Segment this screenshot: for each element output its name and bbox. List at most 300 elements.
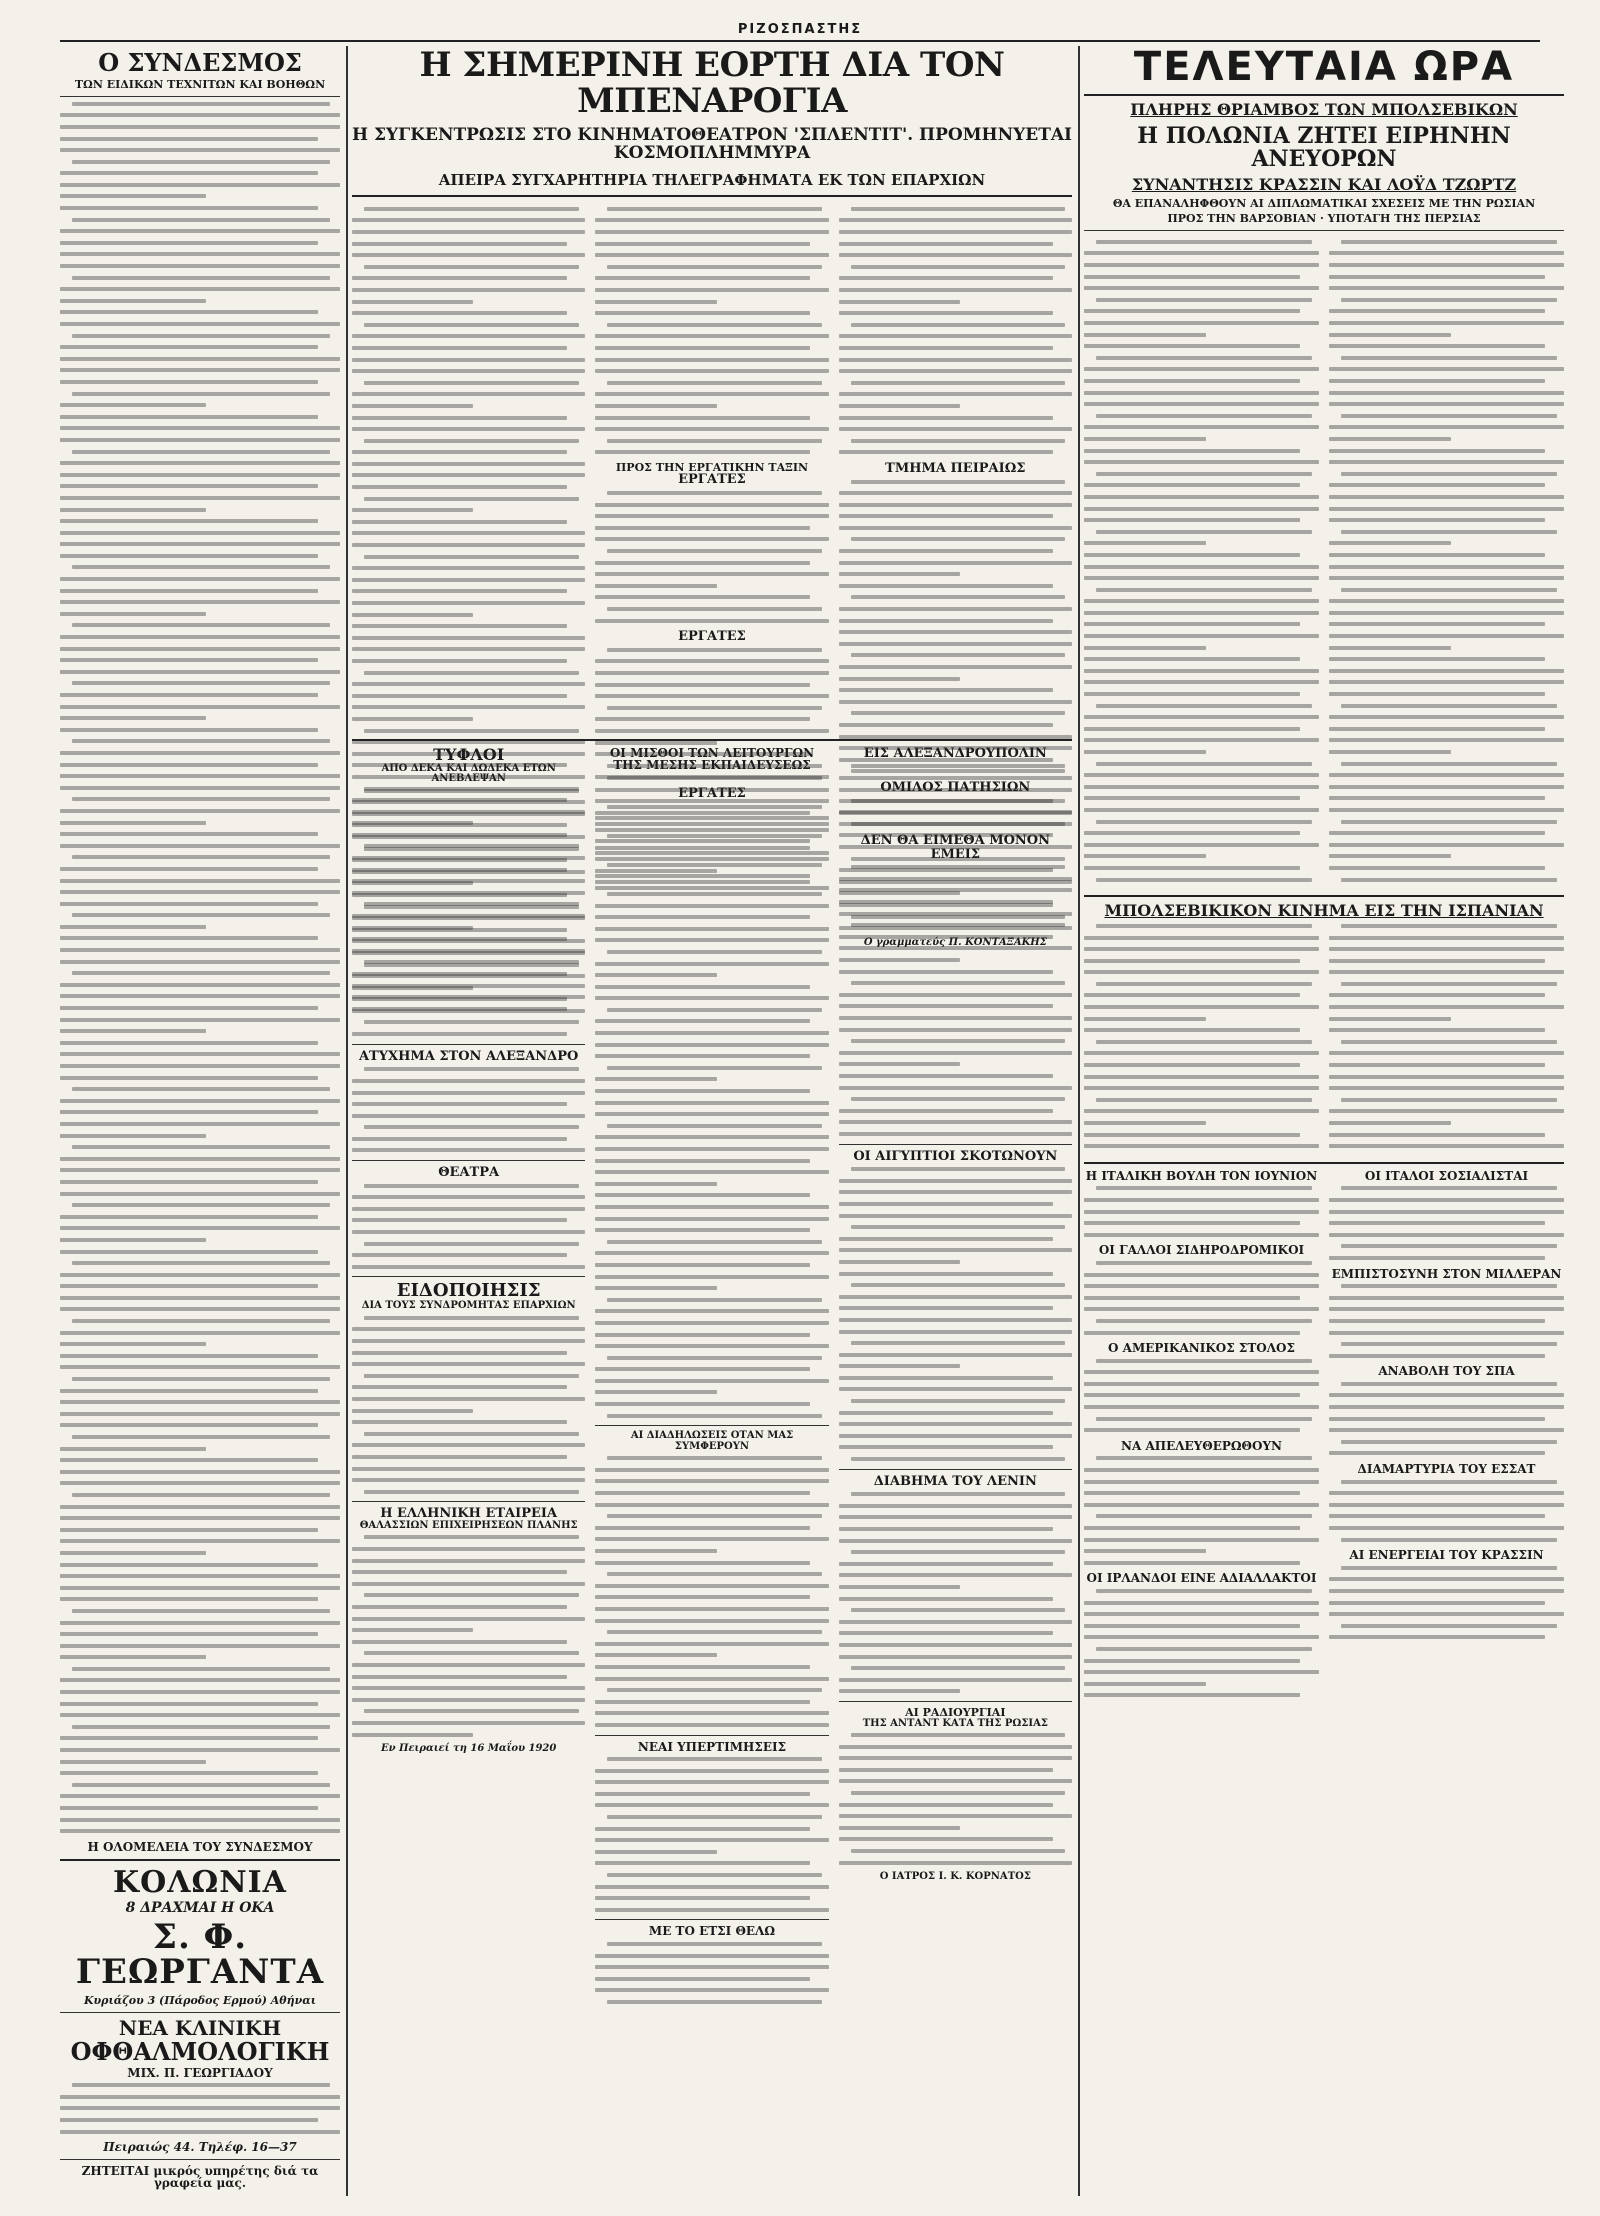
text-line	[1084, 808, 1319, 812]
right-main-b	[1329, 240, 1564, 882]
text-line	[1084, 1331, 1300, 1335]
text-line	[595, 514, 828, 518]
text-line	[839, 619, 1054, 623]
text-line	[72, 971, 330, 975]
text-line	[595, 1619, 828, 1623]
text-line	[595, 717, 810, 721]
text-line	[839, 1318, 1072, 1322]
text-line	[60, 890, 340, 894]
text-line	[1084, 1624, 1300, 1628]
text-line	[595, 253, 828, 257]
text-line	[595, 1077, 716, 1081]
text-line	[1084, 738, 1319, 742]
text-line	[839, 1004, 1054, 1008]
text-line	[1084, 692, 1300, 696]
text-line	[839, 607, 1072, 611]
text-line	[839, 970, 1054, 974]
text-line	[595, 584, 716, 588]
text-line	[72, 1435, 330, 1439]
text-line	[1084, 1075, 1319, 1079]
text-line	[1329, 507, 1564, 511]
overtime-body	[595, 1757, 828, 1912]
text-line	[1084, 1393, 1300, 1397]
text-line	[839, 1132, 1072, 1136]
text-line	[839, 514, 1054, 518]
text-line	[352, 951, 585, 955]
text-line	[1329, 541, 1451, 545]
text-line	[1084, 437, 1206, 441]
text-line	[352, 858, 567, 862]
text-line	[595, 1561, 810, 1565]
text-line	[839, 253, 1072, 257]
text-line	[1329, 1319, 1545, 1323]
text-line	[72, 565, 330, 569]
text-line	[1084, 1635, 1319, 1639]
text-line	[1084, 1693, 1300, 1697]
left-subtitle: ΤΩΝ ΕΙΔΙΚΩΝ ΤΕΧΝΙΤΩΝ ΚΑΙ ΒΟΗΘΩΝ	[74, 78, 326, 92]
text-line	[1084, 657, 1300, 661]
right-main-a	[1084, 240, 1319, 882]
text-line	[1084, 936, 1319, 940]
text-line	[364, 323, 579, 327]
text-line	[352, 1455, 567, 1459]
text-line	[1329, 1589, 1564, 1593]
text-line	[595, 1309, 828, 1313]
text-line	[839, 1861, 1072, 1865]
text-line	[60, 1134, 206, 1138]
text-line	[1329, 1601, 1545, 1605]
teachers-sub: ΤΗΣ ΜΕΣΗΣ ΕΚΠΑΙΔΕΥΣΕΩΣ	[613, 758, 811, 773]
text-line	[364, 671, 579, 675]
text-line	[60, 287, 340, 291]
text-line	[595, 1089, 810, 1093]
spa-postponed: ΑΝΑΒΟΛΗ ΤΟΥ ΣΠΑ	[1378, 1364, 1515, 1379]
text-line	[1329, 321, 1564, 325]
text-line	[364, 1709, 579, 1713]
alex-title: ΕΙΣ ΑΛΕΞΑΝΔΡΟΥΠΟΛΙΝ	[863, 745, 1047, 761]
text-line	[595, 1344, 828, 1348]
text-line	[1329, 773, 1564, 777]
text-line	[839, 888, 1072, 892]
text-line	[1084, 1121, 1206, 1125]
text-line	[352, 242, 567, 246]
text-line	[60, 171, 318, 175]
text-line	[607, 607, 822, 611]
text-line	[60, 1818, 340, 1822]
ad-clinic-doctor: ΜΙΧ. Π. ΓΕΩΡΓΙΑΔΟΥ	[127, 2065, 273, 2080]
text-line	[839, 526, 1072, 530]
text-line	[60, 1690, 340, 1694]
text-line	[1084, 1109, 1319, 1113]
text-line	[364, 1184, 579, 1188]
text-line	[72, 1783, 330, 1787]
text-line	[595, 816, 828, 820]
text-line	[839, 1826, 960, 1830]
text-line	[1084, 1370, 1319, 1374]
text-line	[851, 711, 1066, 715]
text-line	[352, 311, 567, 315]
text-line	[595, 1861, 810, 1865]
text-line	[851, 981, 1066, 985]
accident-body	[352, 1067, 585, 1152]
text-line	[1329, 796, 1545, 800]
text-line	[1084, 1468, 1319, 1472]
text-line	[352, 392, 585, 396]
text-line	[1084, 367, 1319, 371]
text-line	[1084, 1670, 1319, 1674]
text-line	[851, 653, 1066, 657]
text-line	[851, 265, 1066, 269]
negotiations-body	[595, 1456, 828, 1727]
notice-body	[352, 1316, 585, 1494]
hellenic-title: Η ΕΛΛΗΝΙΚΗ ΕΤΑΙΡΕΙΑ	[380, 1506, 558, 1522]
text-line	[1329, 553, 1545, 557]
text-line	[595, 1479, 828, 1483]
text-line	[839, 392, 1072, 396]
text-line	[72, 1609, 330, 1613]
text-line	[60, 1029, 206, 1033]
workers-heading-3: ΕΡΓΑΤΕΣ	[678, 785, 746, 801]
text-line	[595, 1549, 716, 1553]
text-line	[1096, 762, 1312, 766]
text-line	[1084, 831, 1300, 835]
text-line	[1096, 1261, 1312, 1265]
text-line	[607, 706, 822, 710]
text-line	[60, 1192, 340, 1196]
text-line	[60, 1226, 340, 1230]
text-line	[595, 1595, 810, 1599]
text-line	[839, 369, 1072, 373]
text-line	[1084, 275, 1300, 279]
text-line	[1341, 1098, 1557, 1102]
text-line	[1084, 449, 1300, 453]
text-line	[839, 1179, 1072, 1183]
text-line	[352, 543, 585, 547]
text-line	[72, 160, 330, 164]
text-line	[60, 368, 340, 372]
text-line	[1329, 669, 1564, 673]
egypt-body	[839, 1167, 1072, 1461]
text-line	[851, 323, 1066, 327]
hellenic-sub: ΘΑΛΑΣΣΙΩΝ ΕΠΙΧΕΙΡΗΣΕΩΝ ΠΛΑΝΗΣ	[359, 1519, 578, 1531]
text-line	[60, 1180, 318, 1184]
text-line	[595, 1031, 828, 1035]
text-line	[60, 1539, 340, 1543]
text-line	[595, 1908, 828, 1912]
text-line	[60, 1829, 340, 1833]
text-line	[607, 1630, 822, 1634]
text-line	[1329, 1221, 1545, 1225]
text-line	[1084, 1233, 1319, 1237]
text-line	[851, 1399, 1066, 1403]
text-line	[595, 985, 810, 989]
text-line	[839, 1768, 1054, 1772]
text-line	[60, 2130, 340, 2134]
text-line	[1084, 622, 1300, 626]
text-line	[595, 1390, 716, 1394]
teachers-title: ΟΙ ΜΙΣΘΟΙ ΤΩΝ ΛΕΙΤΟΥΡΓΩΝ	[609, 745, 815, 760]
text-line	[364, 789, 579, 793]
text-line	[352, 1009, 585, 1013]
text-line	[352, 473, 585, 477]
text-line	[60, 612, 206, 616]
text-line	[839, 1237, 1054, 1241]
text-line	[839, 758, 1054, 762]
text-line	[364, 1020, 579, 1024]
notice-sub: ΔΙΑ ΤΟΥΣ ΣΥΝΔΡΟΜΗΤΑΣ ΕΠΑΡΧΙΩΝ	[361, 1300, 576, 1312]
text-line	[839, 1756, 1072, 1760]
workers-heading-2: ΕΡΓΑΤΕΣ	[678, 629, 746, 645]
text-line	[1341, 1342, 1557, 1346]
text-line	[607, 1298, 822, 1302]
text-line	[60, 2118, 318, 2122]
text-line	[851, 764, 1066, 768]
text-line	[1084, 402, 1319, 406]
text-line	[1084, 1307, 1319, 1311]
text-line	[352, 775, 585, 779]
text-line	[1341, 982, 1557, 986]
masthead: ΡΙΖΟΣΠΑΣΤΗΣ	[737, 22, 863, 37]
text-line	[595, 1711, 828, 1715]
text-line	[851, 769, 1066, 773]
text-line	[595, 503, 828, 507]
text-line	[1329, 680, 1564, 684]
text-line	[364, 1067, 579, 1071]
text-line	[60, 809, 340, 813]
text-line	[1084, 321, 1319, 325]
text-line	[595, 694, 828, 698]
lenin-body	[839, 1492, 1072, 1693]
text-line	[839, 404, 960, 408]
text-line	[839, 1445, 1054, 1449]
text-line	[352, 939, 585, 943]
text-line	[595, 537, 828, 541]
text-line	[1329, 1256, 1545, 1260]
text-line	[851, 1733, 1066, 1737]
text-line	[839, 1597, 1054, 1601]
text-line	[607, 1240, 822, 1244]
text-line	[595, 1838, 828, 1842]
american-fleet: Ο ΑΜΕΡΙΚΑΝΙΚΟΣ ΣΤΟΛΟΣ	[1108, 1341, 1295, 1356]
text-line	[352, 752, 585, 756]
text-line	[1341, 1480, 1557, 1484]
text-line	[1096, 1040, 1312, 1044]
text-line	[1329, 1028, 1545, 1032]
text-line	[595, 595, 810, 599]
text-line	[851, 1039, 1066, 1043]
text-line	[352, 589, 567, 593]
text-line	[595, 1367, 810, 1371]
text-line	[60, 1238, 206, 1242]
text-line	[839, 346, 1054, 350]
text-line	[60, 1307, 340, 1311]
text-line	[1341, 472, 1557, 476]
text-line	[1084, 1133, 1300, 1137]
text-line	[60, 1621, 340, 1625]
right-column	[1084, 46, 1564, 2196]
text-line	[72, 392, 330, 396]
text-line	[1084, 1382, 1319, 1386]
text-line	[839, 993, 1072, 997]
text-line	[839, 230, 1072, 234]
text-line	[839, 642, 1072, 646]
text-line	[839, 1248, 1072, 1252]
text-line	[851, 1457, 1066, 1461]
text-line	[839, 1643, 1072, 1647]
text-line	[595, 1653, 716, 1657]
text-line	[1341, 1284, 1557, 1288]
text-line	[352, 624, 567, 628]
text-line	[595, 242, 810, 246]
text-line	[1084, 634, 1319, 638]
text-line	[839, 491, 1072, 495]
text-line	[352, 1686, 585, 1690]
text-line	[607, 2000, 822, 2004]
warsaw-persia: ΠΡΟΣ ΤΗΝ ΒΑΡΣΟΒΙΑΝ · ΥΠΟΤΑΓΗ ΤΗΣ ΠΕΡΣΙΑΣ	[1167, 212, 1481, 226]
text-line	[60, 658, 318, 662]
confidence-millerand: ΕΜΠΙΣΤΟΣΥΝΗ ΣΤΟΝ ΜΙΛΛΕΡΑΝ	[1331, 1266, 1562, 1281]
krassin-meeting: ΣΥΝΑΝΤΗΣΙΣ ΚΡΑΣΣΙΝ ΚΑΙ ΛΟΫΔ ΤΖΩΡΤΖ	[1131, 174, 1517, 194]
tmima-heading: ΤΜΗΜΑ ΠΕΙΡΑΙΩΣ	[885, 460, 1026, 476]
text-line	[1084, 483, 1300, 487]
text-line	[1329, 437, 1451, 441]
sub-headline: Η ΣΥΓΚΕΝΤΡΩΣΙΣ ΣΤΟ ΚΙΝΗΜΑΤΟΘΕΑΤΡΟΝ 'ΣΠΛΕΝΤΙΤ'. ΠΡΟΜΗΝΥΕΤΑΙ ΚΟΣΜΟΠΛΗΜΜΥΡΑ	[352, 125, 1073, 164]
text-line	[60, 264, 340, 268]
text-line	[1341, 1538, 1557, 1542]
text-line	[72, 1493, 330, 1497]
text-line	[352, 508, 473, 512]
last-hour-banner: ΤΕΛΕΥΤΑΙΑ ΩΡΑ	[1133, 44, 1515, 90]
text-line	[60, 519, 318, 523]
text-line	[352, 1148, 585, 1152]
text-line	[60, 403, 206, 407]
text-line	[1329, 1017, 1451, 1021]
text-line	[60, 183, 340, 187]
text-line	[352, 1721, 585, 1725]
text-line	[1084, 1659, 1300, 1663]
text-line	[595, 230, 828, 234]
text-line	[60, 345, 318, 349]
text-line	[1329, 425, 1564, 429]
text-line	[60, 357, 340, 361]
text-line	[1096, 1456, 1312, 1460]
french-railway: ΟΙ ΓΑΛΛΟΙ ΣΙΔΗΡΟΔΡΟΜΙΚΟΙ	[1098, 1243, 1305, 1258]
ad-colonia-title: ΚΟΛΩΝΙΑ	[113, 1865, 287, 1901]
text-line	[1096, 704, 1312, 708]
text-line	[595, 300, 716, 304]
text-line	[1329, 275, 1545, 279]
text-line	[1084, 993, 1300, 997]
text-line	[364, 1374, 579, 1378]
text-line	[1329, 309, 1545, 313]
center-col-b2	[595, 491, 828, 623]
text-line	[595, 1251, 828, 1255]
text-line	[1084, 1198, 1319, 1202]
text-line	[839, 1330, 1072, 1334]
text-line	[839, 1109, 1054, 1113]
text-line	[839, 912, 1072, 916]
text-line	[595, 1803, 828, 1807]
text-line	[839, 723, 1054, 727]
text-line	[839, 1745, 1072, 1749]
text-line	[364, 207, 579, 211]
text-line	[1329, 286, 1564, 290]
text-line	[60, 1586, 340, 1590]
text-line	[839, 935, 1054, 939]
text-line	[595, 1642, 828, 1646]
text-line	[1329, 1491, 1564, 1495]
text-line	[60, 1597, 318, 1601]
text-line	[60, 1713, 340, 1717]
text-line	[607, 491, 822, 495]
text-line	[1084, 715, 1319, 719]
text-line	[1084, 1221, 1300, 1225]
text-line	[607, 1873, 822, 1877]
text-line	[595, 561, 810, 565]
text-line	[1329, 1144, 1564, 1148]
text-line	[352, 1397, 585, 1401]
spain-body-a	[1084, 924, 1319, 1148]
text-line	[595, 671, 828, 675]
text-line	[364, 1490, 579, 1494]
blind-title: ΤΥΦΛΟΙ	[433, 744, 505, 764]
text-line	[72, 1319, 330, 1323]
text-line	[1341, 298, 1557, 302]
text-line	[1096, 1514, 1312, 1518]
text-line	[595, 1769, 828, 1773]
text-line	[60, 1528, 318, 1532]
text-line	[839, 1504, 1072, 1508]
text-line	[1329, 715, 1564, 719]
text-line	[352, 1675, 567, 1679]
irish-defiant: ΟΙ ΙΡΛΑΝΔΟΙ ΕΙΝΕ ΑΔΙΑΛΛΑΚΤΟΙ	[1086, 1571, 1317, 1586]
text-line	[352, 601, 585, 605]
radio-title: ΑΙ ΡΑΔΙΟΥΡΓΙΑΙ	[905, 1705, 1006, 1719]
text-line	[839, 1631, 1054, 1635]
text-line	[60, 310, 318, 314]
text-line	[60, 1076, 318, 1080]
text-line	[1084, 1526, 1300, 1530]
text-line	[1084, 866, 1300, 870]
text-line	[851, 537, 1066, 541]
text-line	[60, 508, 206, 512]
workers-heading-1: ΕΡΓΑΤΕΣ	[678, 472, 746, 488]
text-line	[1084, 947, 1319, 951]
text-line	[839, 1190, 1072, 1194]
text-line	[839, 1028, 1072, 1032]
text-line	[1341, 1040, 1557, 1044]
text-line	[60, 1296, 340, 1300]
text-line	[839, 218, 1072, 222]
text-line	[839, 358, 1072, 362]
text-line	[595, 1043, 828, 1047]
text-line	[364, 265, 579, 269]
text-line	[839, 561, 1072, 565]
text-line	[352, 1218, 567, 1222]
text-line	[607, 1456, 822, 1460]
text-line	[352, 893, 567, 897]
text-line	[1329, 785, 1564, 789]
text-line	[595, 1147, 828, 1151]
ad-colonia-address: Κυριάζου 3 (Πάροδος Ερμού) Αθήναι	[83, 1993, 317, 2007]
text-line	[595, 1526, 810, 1530]
text-line	[595, 1205, 828, 1209]
text-line	[1084, 796, 1300, 800]
text-line	[595, 683, 810, 687]
text-line	[352, 1443, 585, 1447]
text-line	[839, 1353, 1072, 1357]
text-line	[352, 1207, 585, 1211]
